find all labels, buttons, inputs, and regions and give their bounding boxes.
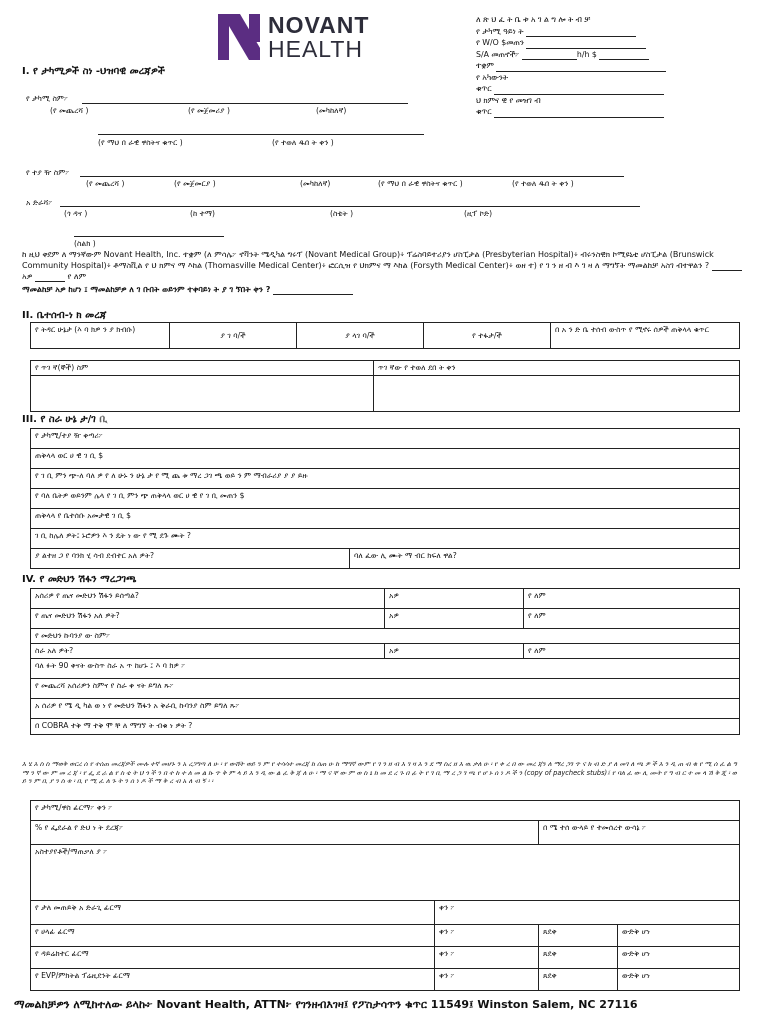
section-4-title: IV. የ መድህን ሽፋን ማረጋገጫ	[22, 574, 137, 585]
facility-field[interactable]	[496, 63, 666, 72]
has-insurance-yes[interactable]: አዎ	[385, 609, 524, 629]
patient-type-field[interactable]	[526, 28, 636, 37]
medical-record-number-field[interactable]	[494, 109, 664, 118]
dependent-dob-header: ጥገ ኛው የ ተወለ ደበ ት ቀን	[374, 361, 740, 376]
employer-insurance-no[interactable]: የ ለም	[524, 589, 740, 609]
prior-application-question: ከ ዚህ ቀደም ለ ማንኛውም Novant Health, Inc. ተቋም (ለ ምሳሌ፦ ኖቫንት ሜዲካል ግሩፕ (Novant Medical Group)፥ ፕሬስባይተሪያን ሆስፒታል (Presbyterian Hospital)፥ ብሩንስዊክ ኮሚዩኒቲ ሆስፒታል (Brunswick Community Hospital)፥ ቶማስቪል የ ህ ክምና ማ እከል (Thomasville Medical Center)፥ ፎርሲዝ የ ህክምና ማ እከል (Forsyth Medical Center)፥ ወዘ ተ) የ ገ ን ዘ ብ እ ገ ዛ ለ ማግኘት ማመልከቻ አስገ ብተዋልን ? አዎ የ ለም	[22, 249, 748, 282]
tax-paid-field[interactable]: ባለ ፈው ሊ ሙት ማ ብር ክፍለ ዋል?	[350, 549, 740, 569]
vp-date-field[interactable]: ቀን ፦	[435, 969, 539, 991]
household-size-label: በ አ ን ድ ቤ ተሰብ ውስጥ የ ሚኖሩ ሰዎች ጠቅላላ ቁጥር	[551, 323, 740, 349]
guarantor-name-field[interactable]	[80, 176, 624, 177]
director-date-field[interactable]: ቀን ፦	[435, 925, 539, 947]
last-employer-field[interactable]: የ መጨረሻ አሰሪዎን ስምና የ ስራ ቀ ናት ይግለ ጹ፦	[31, 679, 740, 699]
hh-amount-field[interactable]	[599, 51, 649, 60]
dependents-table	[30, 360, 740, 412]
insurance-company-field[interactable]: የ መድህን ኩባንያ ው ስም፦	[31, 629, 740, 644]
approver-date-field[interactable]: ቀን ፦	[435, 901, 740, 925]
household-decision-field[interactable]: በ ሜ ተሰ ውላይ የ ተመሰረተ ውሳኔ ፦	[539, 821, 740, 845]
patient-name-label: የ ታካሚ ስም፦	[26, 94, 69, 103]
manager-date-field[interactable]: ቀን ፦	[435, 947, 539, 969]
phone-field[interactable]	[74, 236, 224, 237]
employment-table	[30, 428, 740, 569]
insurance-table: አሰሪዎ የ ጤና መድህን ሽፋን ይሰጣል? አዎ የ ለም የ ጤና መድህን ሽፋን አለ ዎት? አዎ የ ለም የ መድህን ኩባንያ ው ስም፦ ስራ አለ ዎት? አዎ የ ለም ባለ ፉት 90 ቀናት ውስጥ ስራ አ ጥ ከሆኑ ፤ እ ባ ክዎ ፦ የ መጨረሻ አሰሪዎን ስምና የ ስራ ቀ ናት ይግለ ጹ፦ አ ሰሪዎ የ ሜ ዲ ካል ወ ነ የ መድህን ሽፋን አ ቅራቢ ኩባንያ ስም ይግለ ጹ፦ በ COBRA ተቅ ማ ተቅ ሞ ቸ ለ ማግኘ ት ብቁ ነ ዎት ?	[30, 588, 740, 735]
director-reject[interactable]: ውድቅ ሆነ	[618, 925, 740, 947]
guarantor-name-label: የ ተያ ዥ ስም፦	[26, 168, 70, 177]
address-field[interactable]	[60, 206, 640, 207]
section-3-title: III. የ ስራ ሁኔ ታ/ገ ቢ	[22, 414, 108, 425]
certification-statement: እ ሄ እ ስ ስ ማወቅ ወርረ ሰ የ ተሰጠ መረጃዎች ሙሉ ተኛ መሆኑ ን አ ረጋግጣ ለ ሁ ፡ የ ውሸት ወይ ን ም የ ተሳሳተ መረጃ ከ ሰጠ ሁ ከ ማግኛ ውም የ ገ ን ዘ ብ እ ገ ዛ እ ን ደ ማ ስረ ዘ እ ዉ ቃለ ሁ ፡ የ ቀ ረ በ ው መረ ጃን ለ ማረ ጋገ ጥ ና ክ ብ ድ ያ ለ መገ ለ ጫ ዎ ች እ ን ዲ ጠ ብ ቁ የ ሚ ሰ ፈ ል ግ ማ ን ኛ ው ም መ ረ ጃ ፡ የ ፌ ደ ራ ል የ ስ ቴ ት ህ ጎ ች ን በ ተ ከ ተ ለ መ ል ኩ ጥ ቅ ም ላ ይ እ ን ዲ ው ል ፈ ቅ ጃ ለ ሁ ፡ ማ ና ቸ ው ም ወ ስ ኔ ከ መ ደ ረ ጉ በ ፊ ት የ ገ ቢ ማ ረ ጋ ገ ጫ የ ሆ ኑ ሰ ነ ዶ ች ን (copy of paycheck stubs)፤ የ ባለ ፈ ው ሊ ሙት የ ግ ብ ር ተ መ ላ ሽ ቅ ጂ ፡ ወ ይ ን ም ቢ ያ ን ስ ቱ ፡ ቢ የ ሚ ፈ ለ ጉ ት ን ሰ ነ ዶ ች ማ ቅ ረ ብ አ ለ ብ ኝ ፡ ፡	[22, 760, 737, 786]
dependent-name-cell[interactable]	[31, 376, 374, 412]
employed-yes[interactable]: አዎ	[385, 644, 524, 659]
account-number-field[interactable]	[494, 86, 664, 95]
patient-signature-field[interactable]: የ ታካሚ/ዋስ ፊርማ፦ ቀን ፦	[31, 801, 740, 821]
wo-amount-field[interactable]	[526, 40, 646, 49]
spouse-income-field[interactable]: የ ባለ ቤትዎ ወይንም ሌላ የ ገ ቢ ምን ጭ ጠቅላላ ወር ሀ ዊ የ ገ ቢ መጠን $	[31, 489, 740, 509]
poverty-level-field[interactable]: % የ ፌደራል የ ድህ ነ ት ደረጃ፦	[31, 821, 539, 845]
application-date-question: ማመልከቻ አዎ ከሆነ ፤ ማመልከቻዎ ለ ገ ቡበት ወይንም ተቀባይነ ት ያ ገ ኘበት ቀን ?	[22, 284, 748, 295]
employer-insurance-yes[interactable]: አዎ	[385, 589, 524, 609]
director-approve[interactable]: ጸደቀ	[539, 925, 618, 947]
patient-name-field[interactable]	[82, 103, 408, 104]
income-source-field[interactable]: የ ገ ቢ ምን ጭ-ለ ባለ ዎ የ ለ ሁኑ ን ሁኔ ታ የ ሚ ጨ ቱ ማረ ጋገ ጫ ወይ ን ም ማብራሪያ ያ ያ ይዙ	[31, 469, 740, 489]
has-insurance-no[interactable]: የ ለም	[524, 609, 740, 629]
bank-account-field[interactable]: ያ ልተዘ ጋ የ ባንክ ሂ ሳብ ደብተር አለ ዎት?	[31, 549, 350, 569]
prior-yes-field[interactable]	[712, 262, 742, 271]
patient-ssn-dob-field[interactable]	[98, 134, 424, 135]
prior-no-field[interactable]	[35, 273, 65, 282]
sa-amount-field[interactable]	[522, 51, 577, 60]
cobra-eligibility-field[interactable]: በ COBRA ተቅ ማ ተቅ ሞ ቸ ለ ማግኘ ት ብቁ ነ ዎት ?	[31, 719, 740, 735]
vp-reject[interactable]: ውድቅ ሆነ	[618, 969, 740, 991]
dependent-dob-cell[interactable]	[374, 376, 740, 412]
monthly-income-field[interactable]: ጠቅላላ ወር ሀ ዊ ገ ቢ $	[31, 449, 740, 469]
address-label: አ ድራሻ፦	[26, 198, 53, 207]
logo-text-novant: NOVANT	[268, 12, 370, 38]
vp-approve[interactable]: ጸደቀ	[539, 969, 618, 991]
household-table	[30, 322, 740, 349]
signature-table: የ ታካሚ/ዋስ ፊርማ፦ ቀን ፦ % የ ፌደራል የ ድህ ነ ት ደረጃ፦ በ ሜ ተሰ ውላይ የ ተመሰረተ ውሳኔ ፦ አስተያየቶች/ማጠቃለ ያ ፦ የ ታለ መጠይቅ አ ድራጊ ፊርማ ቀን ፦ የ ሀላፊ ፊርማ ቀን ፦ ጸደቀ ውድቅ ሆነ የ ዳይሬክተር ፊርማ ቀን ፦ ጸደቀ ውድቅ ሆነ የ EVP/ምክትል ፕሬዚደንት ፊርማ ቀን ፦ ጸደቀ ውድቅ ሆነ	[30, 800, 740, 991]
married-option[interactable]: ያ ገ ባ/ች	[170, 323, 297, 349]
divorced-option[interactable]: የ ተፋታ/ች	[424, 323, 551, 349]
application-date-field[interactable]	[273, 286, 353, 295]
section-2-title: II. ቤተሰብ-ነ ክ መረጃ	[22, 310, 107, 321]
single-option[interactable]: ያ ላገ ባ/ች	[297, 323, 424, 349]
no-income-support-field[interactable]: ገ ቢ ከሌለ ዎት፤ ኑሮዎን እ ን ዴት ነ ው የ ሚ ደጉ ሙት ?	[31, 529, 740, 549]
dependent-name-header: የ ጥገ ኛ(ኞች) ስም	[31, 361, 374, 376]
annual-income-field[interactable]: ጠቅላላ የ ቤተሰቡ አመታዊ ገ ቢ $	[31, 509, 740, 529]
mailing-address-footer: ማመልከቻዎን ለሚከተለው ይላኩ፦ Novant Health, ATTN፦ የገንዘብእገዛ፤ የፖስታሳጥን ቁጥር 11549፤ Winston Salem, NC 27116	[14, 998, 638, 1011]
marital-status-label: የ ትዳር ሁኔታ (እ ባ ክዎ ን ያ ክብቡ)	[31, 323, 170, 349]
manager-reject[interactable]: ውድቅ ሆነ	[618, 947, 740, 969]
office-use-block: ለ ጽ ህ ፈ ት ቤ ቱ አ ገ ል ግ ሎ ት ብ ቻ የ ታካሚ ዓይነ ት የ W/O $መጠን S/A መጠኖች፦ h/h $ ተቋም የ አካውንት ቁጥር ህ ክምና ዊ የ መዝገ ብ ቁጥር	[476, 14, 712, 118]
employer-insurer-field[interactable]: አ ሰሪዎ የ ሜ ዲ ካል ወ ነ የ መድህን ሽፋን አ ቅራቢ ኩባንያ ስም ይግለ ጹ፦	[31, 699, 740, 719]
section-1-title: I. የ ታካሚዎች ስነ -ህዝባዊ መረጃዎች	[22, 66, 165, 77]
novant-logo-mark-icon	[218, 14, 260, 60]
employer-field[interactable]: የ ታካሚ/ተያ ዥ ቀጣሪ፦	[31, 429, 740, 449]
logo-text-health: HEALTH	[268, 36, 364, 62]
unemployed-90-days-label: ባለ ፉት 90 ቀናት ውስጥ ስራ አ ጥ ከሆኑ ፤ እ ባ ክዎ ፦	[31, 659, 740, 679]
manager-approve[interactable]: ጸደቀ	[539, 947, 618, 969]
office-use-title: ለ ጽ ህ ፈ ት ቤ ቱ አ ገ ል ግ ሎ ት ብ ቻ	[476, 15, 591, 24]
employed-no[interactable]: የ ለም	[524, 644, 740, 659]
comments-field[interactable]: አስተያየቶች/ማጠቃለ ያ ፦	[31, 845, 740, 901]
